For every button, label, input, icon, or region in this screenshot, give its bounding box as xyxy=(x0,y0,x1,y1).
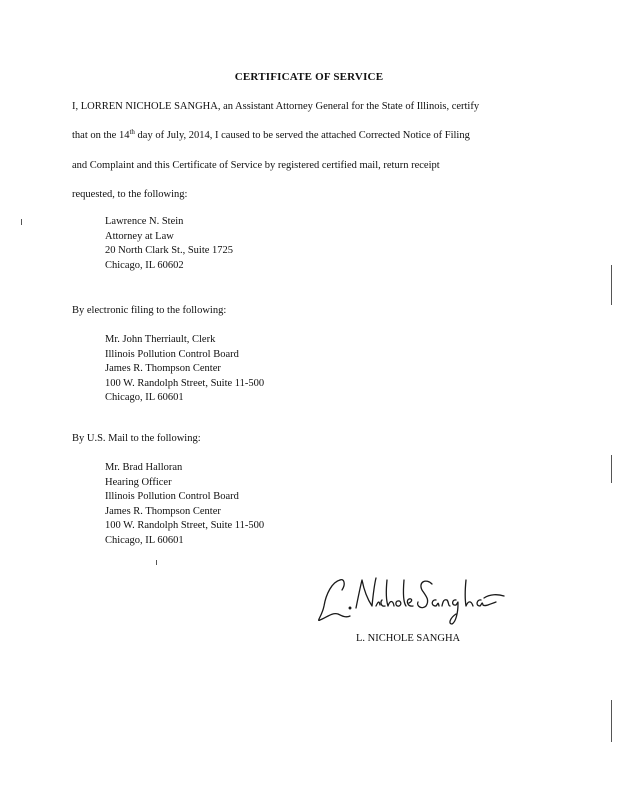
scan-artifact xyxy=(156,560,157,565)
us-mail-intro: By U.S. Mail to the following: xyxy=(72,433,201,444)
body-line-3: and Complaint and this Certificate of Service by registered certified mail, return receipt xyxy=(72,160,440,171)
address-line: Lawrence N. Stein xyxy=(105,216,184,227)
scan-artifact xyxy=(21,219,22,225)
handwritten-signature xyxy=(310,572,510,630)
address-line: 100 W. Randolph Street, Suite 11-500 xyxy=(105,520,265,532)
body-line-4: requested, to the following: xyxy=(72,189,188,200)
address-line: 100 W. Randolph Street, Suite 11-500 xyxy=(105,377,265,389)
address-line: Chicago, IL 60601 xyxy=(105,392,184,404)
recipient-address-clerk xyxy=(105,333,264,406)
scan-artifact xyxy=(611,265,612,305)
address-line: James R. Thompson Center xyxy=(105,363,221,375)
address-line: 20 North Clark St., Suite 1725 xyxy=(105,245,234,257)
recipient-address-hearing-officer xyxy=(105,461,264,549)
signer-printed-name: L. NICHOLE SANGHA xyxy=(356,633,461,644)
address-line: Illinois Pollution Control Board xyxy=(105,491,239,503)
body-line-2-end: day of July, 2014, I caused to be served the attached Corrected Notice of Filing xyxy=(134,130,470,141)
body-line-1: I, LORREN NICHOLE SANGHA, an Assistant Attorney General for the State of Illinois, certify xyxy=(72,101,480,112)
address-line: Mr. Brad Halloran xyxy=(105,462,183,473)
electronic-filing-intro: By electronic filing to the following: xyxy=(72,305,227,316)
body-line-2-start: that on the 14 xyxy=(72,130,130,141)
body-line-2 xyxy=(72,130,470,141)
address-line: James R. Thompson Center xyxy=(105,505,221,517)
ordinal-suffix: th xyxy=(129,128,135,136)
document-title: CERTIFICATE OF SERVICE xyxy=(234,71,384,83)
address-line: Chicago, IL 60601 xyxy=(105,534,184,546)
address-line: Hearing Officer xyxy=(105,476,172,488)
scan-artifact xyxy=(611,455,612,483)
address-line: Attorney at Law xyxy=(105,230,174,242)
address-line: Illinois Pollution Control Board xyxy=(105,348,239,360)
address-line: Mr. John Therriault, Clerk xyxy=(105,334,216,345)
scan-artifact xyxy=(611,700,612,742)
address-line: Chicago, IL 60602 xyxy=(105,259,184,271)
recipient-address-stein xyxy=(105,215,233,273)
